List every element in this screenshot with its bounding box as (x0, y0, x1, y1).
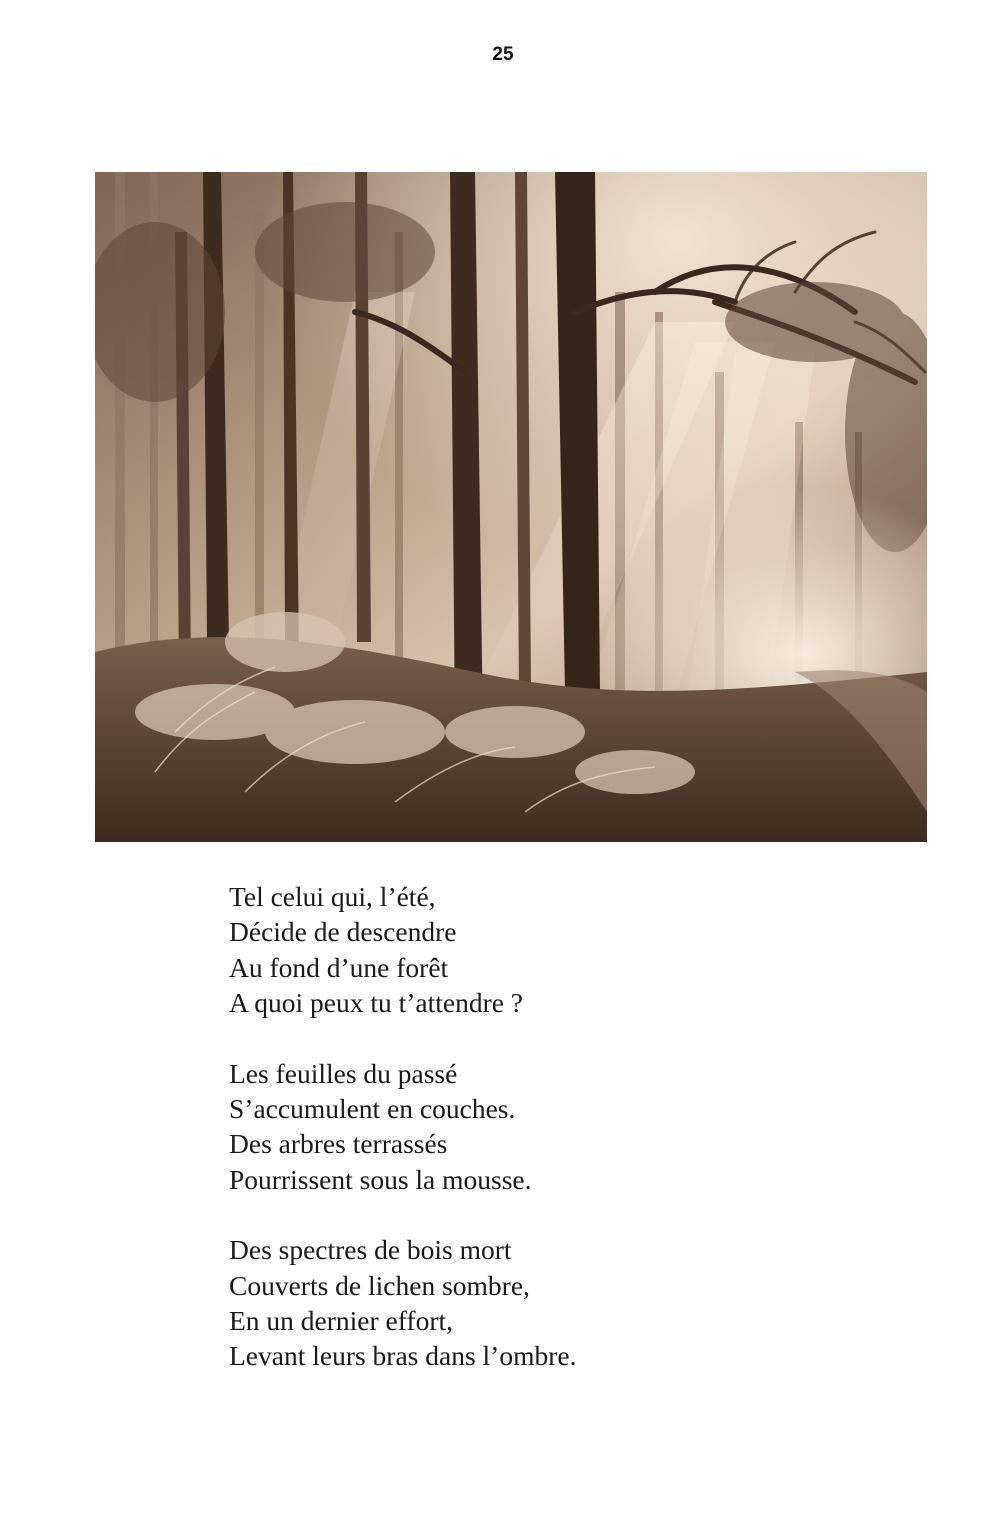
poem-line: Couverts de lichen sombre, (229, 1269, 530, 1301)
forest-illustration (95, 172, 927, 842)
poem (229, 879, 929, 1409)
poem-line: Tel celui qui, l’été, (229, 881, 436, 912)
poem-line: Des arbres terrassés (229, 1128, 448, 1160)
poem-line: Pourrissent sous la mousse. (229, 1163, 532, 1195)
stanza-1 (229, 879, 929, 1021)
poem-line: Levant leurs bras dans l’ombre. (229, 1340, 577, 1372)
forest-photo (95, 172, 927, 842)
poem-line: Les feuilles du passé (229, 1057, 458, 1089)
poem-line: A quoi peux tu t’attendre ? (229, 987, 524, 1019)
stanza-2 (229, 1056, 929, 1198)
poem-line: Des spectres de bois mort (229, 1234, 512, 1266)
stanza-3 (229, 1232, 929, 1374)
poem-line: Au fond d’une forêt (229, 951, 449, 983)
poem-line: En un dernier effort, (229, 1305, 453, 1337)
poem-line: Décide de descendre (229, 916, 457, 948)
page-number: 25 (492, 44, 514, 65)
poem-line: S’accumulent en couches. (229, 1093, 516, 1125)
